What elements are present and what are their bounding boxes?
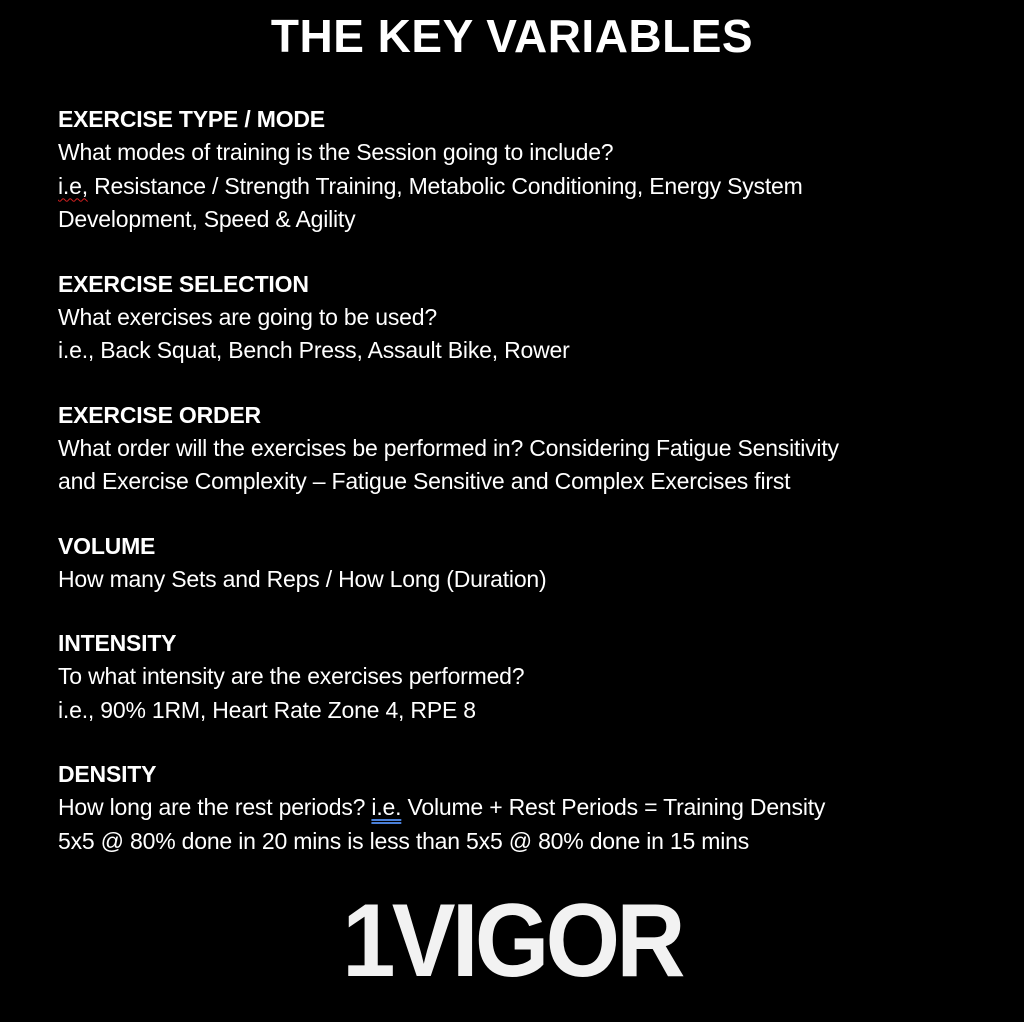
section-exercise-type [58, 103, 998, 237]
section-line: and Exercise Complexity – Fatigue Sensitive and Complex Exercises first [58, 468, 791, 494]
variables-list [58, 103, 998, 889]
section-line-text: Resistance / Strength Training, Metabolic Conditioning, Energy System [87, 172, 803, 199]
section-volume [58, 530, 998, 597]
section-heading: INTENSITY [58, 630, 177, 656]
section-line: i.e., 90% 1RM, Heart Rate Zone 4, RPE 8 [58, 696, 476, 723]
section-density [58, 758, 998, 858]
section-line: 5x5 @ 80% done in 20 mins is less than 5x5 @ 80% done in 15 mins [58, 827, 750, 854]
section-heading: EXERCISE TYPE / MODE [58, 106, 325, 132]
grammar-check-word: i.e. [371, 794, 402, 820]
section-line: What order will the exercises be performed in? Considering Fatigue Sensitivity [58, 434, 839, 461]
section-line-text: How long are the rest periods? [58, 794, 372, 820]
section-line: How many Sets and Reps / How Long (Duration) [58, 565, 547, 592]
section-heading: EXERCISE SELECTION [58, 270, 309, 297]
section-heading: DENSITY [58, 761, 157, 787]
section-line: Development, Speed & Agility [58, 206, 356, 232]
section-line: i.e., Back Squat, Bench Press, Assault Bike, Rower [58, 337, 570, 363]
section-line-text: Volume + Rest Periods = Training Density [401, 794, 826, 820]
section-heading: VOLUME [58, 532, 156, 559]
page-title: THE KEY VARIABLES [270, 10, 754, 62]
section-line: What exercises are going to be used? [58, 303, 437, 330]
section-exercise-order [58, 399, 998, 499]
section-line [58, 170, 998, 204]
section-line: What modes of training is the Session going to include? [58, 139, 614, 165]
section-line: To what intensity are the exercises performed? [58, 663, 525, 689]
section-intensity [58, 627, 998, 727]
section-exercise-selection [58, 268, 998, 368]
section-line [58, 791, 998, 825]
section-heading: EXERCISE ORDER [58, 401, 261, 428]
brand-logo: 1VIGOR [342, 883, 682, 999]
spellcheck-word: i.e, [58, 172, 88, 199]
